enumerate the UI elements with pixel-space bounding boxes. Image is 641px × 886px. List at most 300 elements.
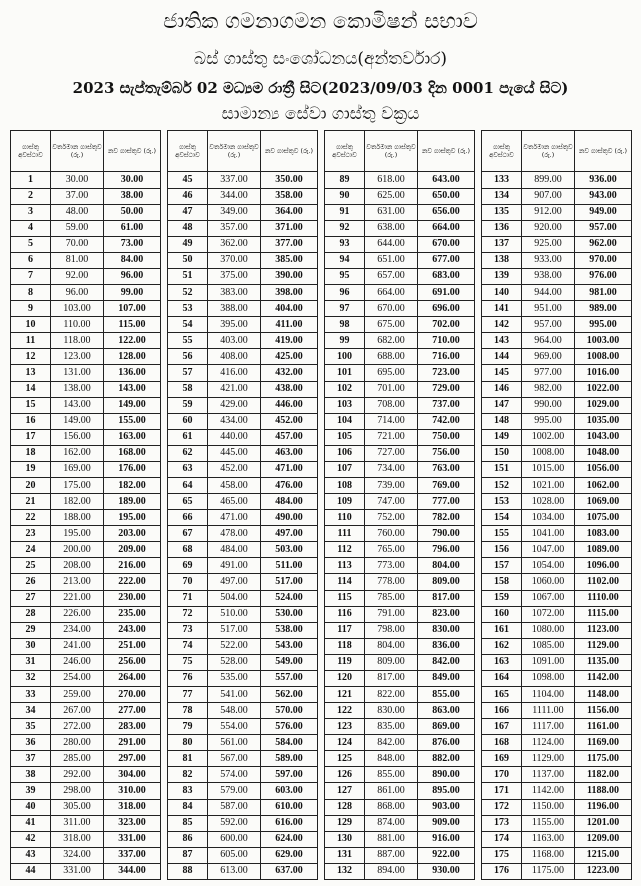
new-fare: 107.00 xyxy=(104,301,161,317)
new-fare: 176.00 xyxy=(104,461,161,477)
new-fare: 476.00 xyxy=(261,477,318,493)
new-fare: 750.00 xyxy=(418,429,475,445)
current-fare: 625.00 xyxy=(365,188,418,204)
fare-stage: 32 xyxy=(11,670,51,686)
current-fare: 791.00 xyxy=(365,606,418,622)
fare-stage: 111 xyxy=(325,526,365,542)
current-fare: 429.00 xyxy=(208,397,261,413)
fare-stage: 45 xyxy=(168,172,208,188)
fare-stage: 85 xyxy=(168,815,208,831)
fare-stage: 56 xyxy=(168,349,208,365)
table-row xyxy=(11,558,161,574)
current-fare: 344.00 xyxy=(208,188,261,204)
fare-stage: 163 xyxy=(482,654,522,670)
fare-stage: 135 xyxy=(482,204,522,220)
current-fare: 670.00 xyxy=(365,301,418,317)
current-fare: 522.00 xyxy=(208,638,261,654)
fare-stage: 35 xyxy=(11,719,51,735)
fare-stage: 9 xyxy=(11,301,51,317)
current-fare: 395.00 xyxy=(208,317,261,333)
revision-title: බස් ගාස්තු සංශෝධනය(අන්තර්වාර) xyxy=(193,49,448,69)
new-fare: 291.00 xyxy=(104,735,161,751)
new-fare: 916.00 xyxy=(418,831,475,847)
new-fare: 943.00 xyxy=(575,188,632,204)
fare-stage: 19 xyxy=(11,461,51,477)
current-fare: 1111.00 xyxy=(522,703,575,719)
current-fare: 1054.00 xyxy=(522,558,575,574)
table-row xyxy=(11,285,161,301)
new-fare: 823.00 xyxy=(418,606,475,622)
table-row xyxy=(11,863,161,879)
current-fare: 349.00 xyxy=(208,204,261,220)
current-fare: 567.00 xyxy=(208,751,261,767)
table-row xyxy=(482,606,632,622)
fare-stage: 72 xyxy=(168,606,208,622)
new-fare: 243.00 xyxy=(104,622,161,638)
table-row xyxy=(325,638,475,654)
fare-stage: 99 xyxy=(325,333,365,349)
fare-stage: 172 xyxy=(482,799,522,815)
table-row xyxy=(325,799,475,815)
current-fare: 714.00 xyxy=(365,413,418,429)
new-fare: 876.00 xyxy=(418,735,475,751)
fare-stage: 14 xyxy=(11,381,51,397)
fare-stage: 95 xyxy=(325,268,365,284)
new-fare: 1135.00 xyxy=(575,654,632,670)
new-fare: 350.00 xyxy=(261,172,318,188)
table-row xyxy=(482,654,632,670)
new-fare: 358.00 xyxy=(261,188,318,204)
fare-stage: 168 xyxy=(482,735,522,751)
table-row xyxy=(325,429,475,445)
new-fare: 890.00 xyxy=(418,767,475,783)
table-row xyxy=(482,815,632,831)
current-fare: 1129.00 xyxy=(522,751,575,767)
current-fare: 874.00 xyxy=(365,815,418,831)
fare-stage: 62 xyxy=(168,445,208,461)
table-row xyxy=(168,461,318,477)
table-row xyxy=(11,317,161,333)
new-fare: 1142.00 xyxy=(575,670,632,686)
current-fare: 535.00 xyxy=(208,670,261,686)
table-row xyxy=(168,172,318,188)
table-row xyxy=(11,365,161,381)
current-fare: 357.00 xyxy=(208,220,261,236)
current-fare: 675.00 xyxy=(365,317,418,333)
new-fare: 419.00 xyxy=(261,333,318,349)
table-row xyxy=(325,558,475,574)
table-header-row xyxy=(11,131,161,172)
current-fare: 541.00 xyxy=(208,686,261,702)
table-row xyxy=(11,268,161,284)
current-fare: 362.00 xyxy=(208,236,261,252)
fare-stage: 23 xyxy=(11,526,51,542)
new-fare: 584.00 xyxy=(261,735,318,751)
new-fare: 597.00 xyxy=(261,767,318,783)
current-fare: 491.00 xyxy=(208,558,261,574)
fare-stage: 110 xyxy=(325,510,365,526)
table-row xyxy=(325,333,475,349)
current-fare: 592.00 xyxy=(208,815,261,831)
table-row xyxy=(325,397,475,413)
current-fare: 182.00 xyxy=(51,494,104,510)
new-fare: 936.00 xyxy=(575,172,632,188)
table-row xyxy=(168,815,318,831)
fare-stage: 109 xyxy=(325,494,365,510)
table-row xyxy=(325,317,475,333)
table-row xyxy=(168,606,318,622)
fare-stage: 108 xyxy=(325,477,365,493)
new-fare: 1075.00 xyxy=(575,510,632,526)
table-row xyxy=(482,285,632,301)
fare-stage: 13 xyxy=(11,365,51,381)
table-row xyxy=(325,574,475,590)
table-row xyxy=(168,365,318,381)
current-fare: 259.00 xyxy=(51,686,104,702)
table-row xyxy=(325,735,475,751)
current-fare: 951.00 xyxy=(522,301,575,317)
fare-stage: 26 xyxy=(11,574,51,590)
new-fare: 610.00 xyxy=(261,799,318,815)
table-row xyxy=(168,494,318,510)
current-fare: 912.00 xyxy=(522,204,575,220)
current-fare: 848.00 xyxy=(365,751,418,767)
current-fare: 548.00 xyxy=(208,703,261,719)
current-fare: 995.00 xyxy=(522,413,575,429)
new-fare: 809.00 xyxy=(418,574,475,590)
current-fare: 944.00 xyxy=(522,285,575,301)
new-fare: 1148.00 xyxy=(575,686,632,702)
new-fare: 452.00 xyxy=(261,413,318,429)
new-fare: 270.00 xyxy=(104,686,161,702)
new-fare: 702.00 xyxy=(418,317,475,333)
current-fare: 434.00 xyxy=(208,413,261,429)
fare-stage: 50 xyxy=(168,252,208,268)
table-row xyxy=(11,542,161,558)
table-row xyxy=(11,526,161,542)
new-fare: 96.00 xyxy=(104,268,161,284)
new-fare: 1223.00 xyxy=(575,863,632,879)
fare-stage: 176 xyxy=(482,863,522,879)
new-fare: 1102.00 xyxy=(575,574,632,590)
new-fare: 390.00 xyxy=(261,268,318,284)
fare-stage: 136 xyxy=(482,220,522,236)
current-fare: 1117.00 xyxy=(522,719,575,735)
current-fare: 925.00 xyxy=(522,236,575,252)
fare-stage: 59 xyxy=(168,397,208,413)
table-row xyxy=(325,285,475,301)
current-fare: 760.00 xyxy=(365,526,418,542)
table-row xyxy=(482,220,632,236)
commission-title: ජාතික ගමනාගමන කොමිෂන් සභාව xyxy=(163,9,478,33)
fare-stage: 116 xyxy=(325,606,365,622)
new-fare: 182.00 xyxy=(104,477,161,493)
fare-stage: 98 xyxy=(325,317,365,333)
table-header-row xyxy=(482,131,632,172)
current-fare: 990.00 xyxy=(522,397,575,413)
table-row xyxy=(11,188,161,204)
table-row xyxy=(482,204,632,220)
current-fare: 267.00 xyxy=(51,703,104,719)
header-new-fare: නව ගාස්තුව (රු.) xyxy=(418,131,475,172)
table-row xyxy=(11,847,161,863)
table-row xyxy=(482,413,632,429)
fare-table xyxy=(481,130,632,880)
table-row xyxy=(168,719,318,735)
new-fare: 895.00 xyxy=(418,783,475,799)
new-fare: 1008.00 xyxy=(575,349,632,365)
table-row xyxy=(168,735,318,751)
fare-stage: 24 xyxy=(11,542,51,558)
current-fare: 298.00 xyxy=(51,783,104,799)
fare-table xyxy=(10,130,161,880)
fare-stage: 140 xyxy=(482,285,522,301)
table-row xyxy=(482,461,632,477)
table-row xyxy=(325,349,475,365)
table-row xyxy=(168,252,318,268)
current-fare: 131.00 xyxy=(51,365,104,381)
new-fare: 524.00 xyxy=(261,590,318,606)
header-current-fare: වර්තමාන ගාස්තුව (රු.) xyxy=(51,131,104,172)
current-fare: 200.00 xyxy=(51,542,104,558)
fare-stage: 52 xyxy=(168,285,208,301)
new-fare: 1123.00 xyxy=(575,622,632,638)
new-fare: 425.00 xyxy=(261,349,318,365)
new-fare: 323.00 xyxy=(104,815,161,831)
fare-stage: 21 xyxy=(11,494,51,510)
fare-stage: 39 xyxy=(11,783,51,799)
table-row xyxy=(168,204,318,220)
new-fare: 1129.00 xyxy=(575,638,632,654)
new-fare: 122.00 xyxy=(104,333,161,349)
current-fare: 383.00 xyxy=(208,285,261,301)
current-fare: 331.00 xyxy=(51,863,104,879)
new-fare: 989.00 xyxy=(575,301,632,317)
fare-stage: 86 xyxy=(168,831,208,847)
table-row xyxy=(168,654,318,670)
new-fare: 310.00 xyxy=(104,783,161,799)
table-row xyxy=(325,831,475,847)
table-row xyxy=(11,783,161,799)
current-fare: 631.00 xyxy=(365,204,418,220)
header-stage: ගාස්තු අවස්ථාව xyxy=(325,131,365,172)
table-row xyxy=(11,477,161,493)
new-fare: 371.00 xyxy=(261,220,318,236)
fare-stage: 138 xyxy=(482,252,522,268)
fare-stage: 93 xyxy=(325,236,365,252)
table-row xyxy=(11,413,161,429)
fare-stage: 47 xyxy=(168,204,208,220)
table-row xyxy=(11,349,161,365)
current-fare: 1015.00 xyxy=(522,461,575,477)
table-row xyxy=(482,397,632,413)
fare-table xyxy=(167,130,318,880)
table-row xyxy=(482,333,632,349)
new-fare: 1069.00 xyxy=(575,494,632,510)
current-fare: 195.00 xyxy=(51,526,104,542)
new-fare: 696.00 xyxy=(418,301,475,317)
fare-stage: 3 xyxy=(11,204,51,220)
new-fare: 538.00 xyxy=(261,622,318,638)
new-fare: 283.00 xyxy=(104,719,161,735)
current-fare: 59.00 xyxy=(51,220,104,236)
table-row xyxy=(11,751,161,767)
fare-tables xyxy=(10,130,632,880)
fare-stage: 173 xyxy=(482,815,522,831)
table-row xyxy=(168,301,318,317)
current-fare: 458.00 xyxy=(208,477,261,493)
new-fare: 411.00 xyxy=(261,317,318,333)
fare-stage: 114 xyxy=(325,574,365,590)
fare-stage: 46 xyxy=(168,188,208,204)
new-fare: 195.00 xyxy=(104,510,161,526)
new-fare: 1048.00 xyxy=(575,445,632,461)
current-fare: 528.00 xyxy=(208,654,261,670)
new-fare: 1215.00 xyxy=(575,847,632,863)
current-fare: 388.00 xyxy=(208,301,261,317)
table-row xyxy=(11,252,161,268)
fare-stage: 157 xyxy=(482,558,522,574)
table-row xyxy=(11,606,161,622)
fare-stage: 11 xyxy=(11,333,51,349)
current-fare: 337.00 xyxy=(208,172,261,188)
table-row xyxy=(325,381,475,397)
fare-stage: 37 xyxy=(11,751,51,767)
table-row xyxy=(11,654,161,670)
current-fare: 110.00 xyxy=(51,317,104,333)
fare-stage: 34 xyxy=(11,703,51,719)
fare-stage: 155 xyxy=(482,526,522,542)
table-row xyxy=(325,719,475,735)
fare-stage: 105 xyxy=(325,429,365,445)
new-fare: 84.00 xyxy=(104,252,161,268)
fare-stage: 159 xyxy=(482,590,522,606)
fare-stage: 67 xyxy=(168,526,208,542)
fare-stage: 91 xyxy=(325,204,365,220)
new-fare: 189.00 xyxy=(104,494,161,510)
fare-stage: 70 xyxy=(168,574,208,590)
table-row xyxy=(11,590,161,606)
fare-stage: 144 xyxy=(482,349,522,365)
table-row xyxy=(482,172,632,188)
fare-stage: 103 xyxy=(325,397,365,413)
fare-stage: 118 xyxy=(325,638,365,654)
fare-stage: 152 xyxy=(482,477,522,493)
current-fare: 471.00 xyxy=(208,510,261,526)
fare-stage: 119 xyxy=(325,654,365,670)
fare-stage: 167 xyxy=(482,719,522,735)
new-fare: 1182.00 xyxy=(575,767,632,783)
current-fare: 92.00 xyxy=(51,268,104,284)
fare-stage: 137 xyxy=(482,236,522,252)
table-row xyxy=(168,638,318,654)
current-fare: 1104.00 xyxy=(522,686,575,702)
new-fare: 1043.00 xyxy=(575,429,632,445)
current-fare: 1163.00 xyxy=(522,831,575,847)
fare-stage: 115 xyxy=(325,590,365,606)
new-fare: 830.00 xyxy=(418,622,475,638)
fare-stage: 7 xyxy=(11,268,51,284)
current-fare: 324.00 xyxy=(51,847,104,863)
table-row xyxy=(11,301,161,317)
fare-stage: 113 xyxy=(325,558,365,574)
current-fare: 162.00 xyxy=(51,445,104,461)
new-fare: 683.00 xyxy=(418,268,475,284)
current-fare: 773.00 xyxy=(365,558,418,574)
table-row xyxy=(325,670,475,686)
fare-stage: 87 xyxy=(168,847,208,863)
fare-stage: 73 xyxy=(168,622,208,638)
table-row xyxy=(482,735,632,751)
table-row xyxy=(482,863,632,879)
table-row xyxy=(11,236,161,252)
current-fare: 920.00 xyxy=(522,220,575,236)
fare-stage: 124 xyxy=(325,735,365,751)
new-fare: 543.00 xyxy=(261,638,318,654)
current-fare: 708.00 xyxy=(365,397,418,413)
table-row xyxy=(325,301,475,317)
table-row xyxy=(168,188,318,204)
new-fare: 796.00 xyxy=(418,542,475,558)
new-fare: 398.00 xyxy=(261,285,318,301)
current-fare: 421.00 xyxy=(208,381,261,397)
fare-stage: 89 xyxy=(325,172,365,188)
current-fare: 70.00 xyxy=(51,236,104,252)
table-row xyxy=(11,172,161,188)
fare-stage: 130 xyxy=(325,831,365,847)
table-row xyxy=(482,703,632,719)
new-fare: 497.00 xyxy=(261,526,318,542)
fare-table xyxy=(324,130,475,880)
current-fare: 118.00 xyxy=(51,333,104,349)
current-fare: 1041.00 xyxy=(522,526,575,542)
new-fare: 782.00 xyxy=(418,510,475,526)
current-fare: 103.00 xyxy=(51,301,104,317)
new-fare: 1016.00 xyxy=(575,365,632,381)
new-fare: 742.00 xyxy=(418,413,475,429)
table-header-row xyxy=(168,131,318,172)
current-fare: 311.00 xyxy=(51,815,104,831)
fare-stage: 69 xyxy=(168,558,208,574)
new-fare: 1201.00 xyxy=(575,815,632,831)
current-fare: 208.00 xyxy=(51,558,104,574)
table-row xyxy=(11,815,161,831)
current-fare: 1091.00 xyxy=(522,654,575,670)
new-fare: 222.00 xyxy=(104,574,161,590)
new-fare: 855.00 xyxy=(418,686,475,702)
fare-stage: 170 xyxy=(482,767,522,783)
current-fare: 587.00 xyxy=(208,799,261,815)
current-fare: 246.00 xyxy=(51,654,104,670)
new-fare: 230.00 xyxy=(104,590,161,606)
fare-stage: 25 xyxy=(11,558,51,574)
fare-stage: 75 xyxy=(168,654,208,670)
fare-stage: 148 xyxy=(482,413,522,429)
header-stage: ගාස්තු අවස්ථාව xyxy=(168,131,208,172)
new-fare: 930.00 xyxy=(418,863,475,879)
new-fare: 836.00 xyxy=(418,638,475,654)
new-fare: 842.00 xyxy=(418,654,475,670)
current-fare: 403.00 xyxy=(208,333,261,349)
table-row xyxy=(482,638,632,654)
new-fare: 882.00 xyxy=(418,751,475,767)
fare-stage: 16 xyxy=(11,413,51,429)
new-fare: 1096.00 xyxy=(575,558,632,574)
new-fare: 1196.00 xyxy=(575,799,632,815)
fare-stage: 127 xyxy=(325,783,365,799)
current-fare: 982.00 xyxy=(522,381,575,397)
current-fare: 881.00 xyxy=(365,831,418,847)
